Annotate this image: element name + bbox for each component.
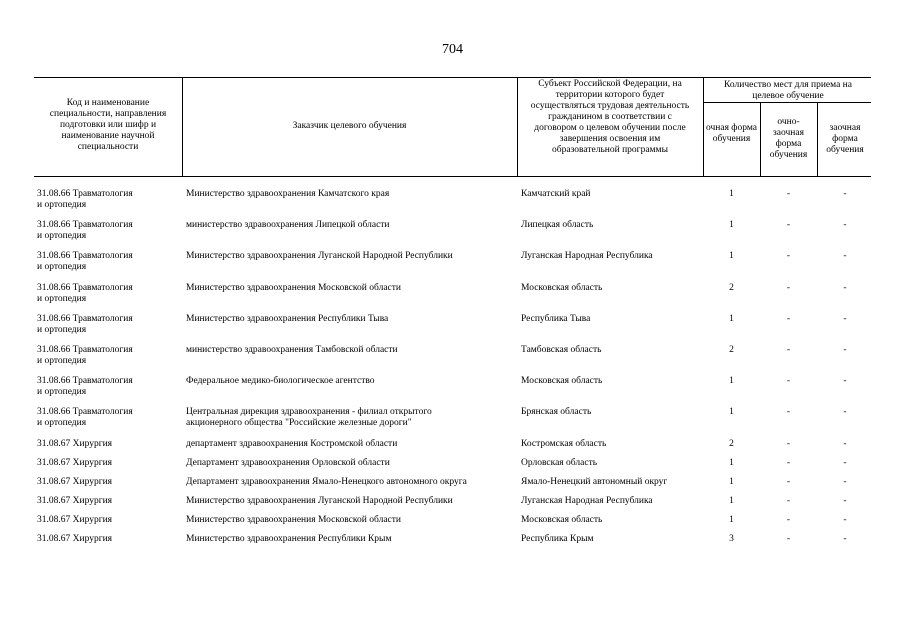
row-mixed: - [786, 439, 791, 449]
row-parttime: - [843, 439, 847, 449]
row-subject: Камчатский край [521, 189, 591, 199]
column-divider [760, 102, 761, 176]
row-mixed: - [786, 283, 791, 293]
row-customer: Центральная дирекция здравоохранения - филиал открытого акционерного общества "Российские железные дороги" [186, 407, 432, 428]
row-customer: Министерство здравоохранения Камчатского края [186, 189, 390, 199]
row-subject: Тамбовская область [521, 345, 602, 355]
row-mixed: - [786, 477, 791, 487]
header-parttime: заочная форма обучения [826, 123, 864, 155]
row-subject: Московская область [521, 283, 603, 293]
row-subject: Республика Тыва [521, 314, 591, 324]
row-subject: Республика Крым [521, 534, 594, 544]
row-code: 31.08.66 Травматология и ортопедия [37, 220, 133, 241]
row-customer: Федеральное медико-биологическое агентство [186, 376, 375, 386]
row-subject: Московская область [521, 515, 603, 525]
row-parttime: - [843, 458, 847, 468]
row-fulltime: 1 [729, 220, 734, 230]
row-subject: Луганская Народная Республика [521, 496, 653, 506]
column-divider [703, 77, 704, 176]
row-customer: Департамент здравоохранения Орловской области [186, 458, 390, 468]
row-customer: департамент здравоохранения Костромской области [186, 439, 398, 449]
row-subject: Луганская Народная Республика [521, 251, 653, 261]
row-mixed: - [786, 189, 791, 199]
row-parttime: - [843, 220, 847, 230]
row-code: 31.08.67 Хирургия [37, 477, 113, 487]
row-parttime: - [843, 376, 847, 386]
row-fulltime: 1 [729, 477, 734, 487]
header-code: Код и наименование специальности, направления подготовки или шифр и наименование научной специальности [49, 98, 167, 152]
row-mixed: - [786, 220, 791, 230]
row-subject: Брянская область [521, 407, 592, 417]
column-divider [517, 77, 518, 176]
row-parttime: - [843, 496, 847, 506]
column-divider [182, 77, 183, 176]
row-code: 31.08.67 Хирургия [37, 496, 113, 506]
row-fulltime: 2 [729, 345, 734, 355]
row-code: 31.08.66 Травматология и ортопедия [37, 189, 133, 210]
row-code: 31.08.67 Хирургия [37, 515, 113, 525]
column-divider [817, 102, 818, 176]
row-fulltime: 2 [729, 439, 734, 449]
row-parttime: - [843, 189, 847, 199]
row-fulltime: 3 [729, 534, 734, 544]
row-code: 31.08.66 Травматология и ортопедия [37, 251, 133, 272]
row-mixed: - [786, 251, 791, 261]
row-subject: Костромская область [521, 439, 607, 449]
row-code: 31.08.66 Травматология и ортопедия [37, 376, 133, 397]
row-subject: Липецкая область [521, 220, 594, 230]
row-mixed: - [786, 458, 791, 468]
row-subject: Московская область [521, 376, 603, 386]
row-customer: министерство здравоохранения Тамбовской области [186, 345, 398, 355]
row-customer: Министерство здравоохранения Луганской Народной Республики [186, 496, 453, 506]
row-parttime: - [843, 345, 847, 355]
row-fulltime: 1 [729, 189, 734, 199]
row-fulltime: 1 [729, 515, 734, 525]
row-parttime: - [843, 283, 847, 293]
row-mixed: - [786, 407, 791, 417]
page-number: 704 [442, 42, 463, 57]
row-customer: Министерство здравоохранения Республики Тыва [186, 314, 389, 324]
header-fulltime: очная форма обучения [705, 123, 757, 144]
header-places: Количество мест для приема на целевое обучение [724, 80, 852, 101]
row-parttime: - [843, 515, 847, 525]
row-customer: Министерство здравоохранения Московской области [186, 515, 401, 525]
row-mixed: - [786, 314, 791, 324]
row-parttime: - [843, 477, 847, 487]
row-parttime: - [843, 534, 847, 544]
row-mixed: - [786, 515, 791, 525]
row-customer: Министерство здравоохранения Московской области [186, 283, 401, 293]
row-fulltime: 1 [729, 251, 734, 261]
row-customer: Министерство здравоохранения Луганской Народной Республики [186, 251, 453, 261]
row-subject: Орловская область [521, 458, 598, 468]
row-subject: Ямало-Ненецкий автономный округ [521, 477, 668, 487]
row-code: 31.08.67 Хирургия [37, 439, 113, 449]
row-customer: министерство здравоохранения Липецкой области [186, 220, 390, 230]
row-mixed: - [786, 376, 791, 386]
row-fulltime: 1 [729, 496, 734, 506]
row-code: 31.08.67 Хирургия [37, 458, 113, 468]
row-code: 31.08.66 Травматология и ортопедия [37, 283, 133, 304]
row-code: 31.08.66 Травматология и ортопедия [37, 314, 133, 335]
row-fulltime: 1 [729, 314, 734, 324]
row-fulltime: 1 [729, 407, 734, 417]
row-code: 31.08.67 Хирургия [37, 534, 113, 544]
header-mixed: очно-заочная форма обучения [769, 117, 808, 160]
row-parttime: - [843, 314, 847, 324]
row-code: 31.08.66 Травматология и ортопедия [37, 345, 133, 366]
header-customer: Заказчик целевого обучения [292, 121, 407, 131]
row-customer: Министерство здравоохранения Республики Крым [186, 534, 392, 544]
table-top-rule [34, 77, 871, 78]
header-bottom-rule [34, 176, 871, 177]
row-customer: Департамент здравоохранения Ямало-Ненецкого автономного округа [186, 477, 467, 487]
row-fulltime: 2 [729, 283, 734, 293]
header-subject: Субъект Российской Федерации, на территории которого будет осуществляться трудовая деятельность гражданином в соответствии с договором о целевом обучении после завершения освоения им образовательной программы [530, 79, 690, 155]
row-parttime: - [843, 251, 847, 261]
row-fulltime: 1 [729, 458, 734, 468]
row-fulltime: 1 [729, 376, 734, 386]
row-mixed: - [786, 496, 791, 506]
places-subheader-rule [703, 102, 871, 103]
row-code: 31.08.66 Травматология и ортопедия [37, 407, 133, 428]
row-mixed: - [786, 534, 791, 544]
row-parttime: - [843, 407, 847, 417]
row-mixed: - [786, 345, 791, 355]
